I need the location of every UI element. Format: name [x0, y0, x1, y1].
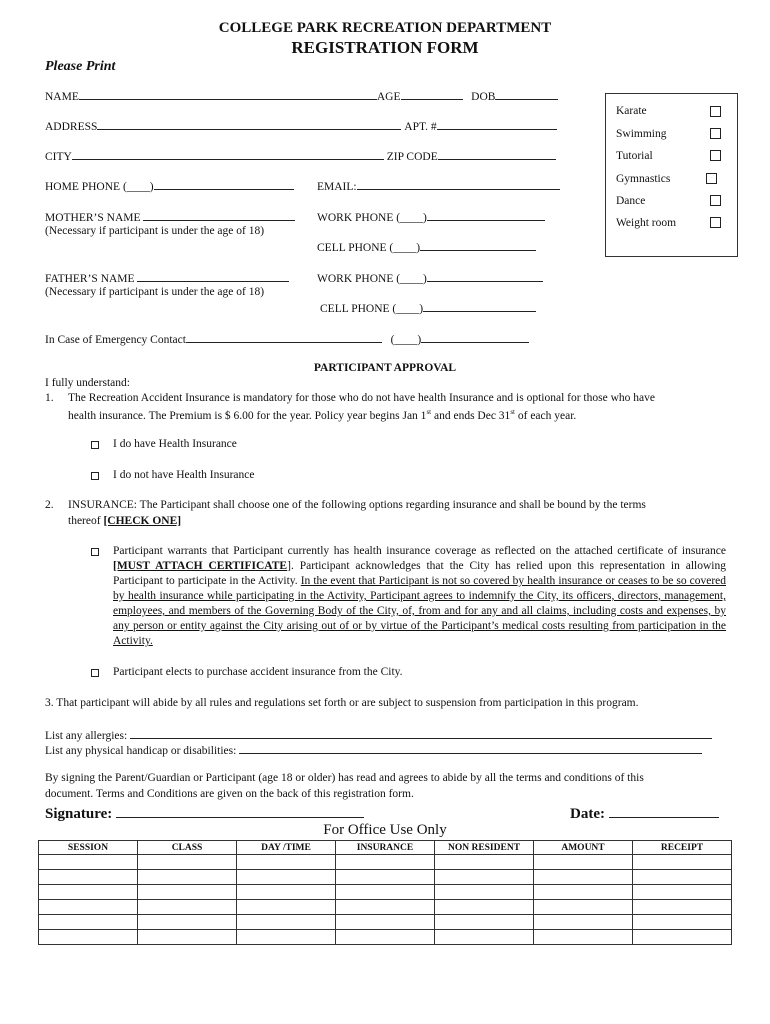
office-use-title: For Office Use Only [323, 822, 447, 838]
elect-checkbox[interactable] [91, 669, 99, 677]
activity-karate-checkbox[interactable] [710, 106, 721, 117]
father-work-phone-field[interactable] [427, 270, 543, 282]
col-amount: AMOUNT [534, 841, 633, 855]
allergies-row [45, 727, 712, 742]
date-field[interactable] [609, 803, 719, 818]
emergency-phone-field[interactable] [421, 331, 529, 343]
item1-sup2: st [510, 408, 515, 416]
mother-work-phone-row [317, 209, 545, 224]
item2-thereof: thereof [68, 515, 104, 527]
activity-dance-label: Dance [616, 195, 646, 207]
signature-label: Signature: [45, 806, 113, 822]
table-row [39, 930, 732, 945]
name-label: NAME [45, 91, 79, 103]
department-title: COLLEGE PARK RECREATION DEPARTMENT [218, 20, 552, 36]
mother-name-label: MOTHER’S NAME [45, 212, 141, 224]
item1-line1: The Recreation Accident Insurance is mandatory for those who do not have health Insurance and is optional for those who have [68, 392, 655, 404]
signature-field[interactable] [116, 803, 364, 818]
father-name-row [45, 270, 289, 285]
zip-label: ZIP CODE [386, 151, 438, 163]
allergies-label: List any allergies: [45, 730, 128, 742]
warrant-attach: [MUST ATTACH CERTIFICATE [113, 560, 288, 572]
father-cell-phone-label: CELL PHONE (____) [320, 303, 424, 315]
emergency-phone-label: (____) [390, 334, 422, 346]
warrant-paragraph [113, 544, 726, 649]
activity-gymnastics-label: Gymnastics [616, 173, 671, 185]
email-label: EMAIL: [317, 181, 357, 193]
dob-label: DOB [471, 91, 496, 103]
activity-panel [605, 93, 738, 257]
city-row [45, 148, 556, 163]
address-label: ADDRESS [45, 121, 98, 133]
mother-cell-phone-field[interactable] [420, 239, 536, 251]
mother-note: (Necessary if participant is under the age of 18) [45, 225, 265, 237]
warrant-text-1: Participant warrants that Participant currently has health insurance coverage as reflected on the attached certificate of insurance [113, 545, 726, 557]
activity-tutorial-label: Tutorial [616, 150, 653, 162]
item2-check-one: [CHECK ONE] [103, 515, 182, 527]
city-label: CITY [45, 151, 72, 163]
home-phone-row [45, 178, 294, 193]
office-use-table [38, 840, 732, 945]
table-row [39, 915, 732, 930]
mother-name-field[interactable] [143, 209, 295, 221]
emergency-row [45, 331, 529, 346]
form-title: REGISTRATION FORM [291, 38, 479, 57]
father-work-phone-row [317, 270, 543, 285]
item2-number: 2. [45, 499, 54, 511]
home-phone-label: HOME PHONE (____) [45, 181, 154, 193]
item2-line1: INSURANCE: The Participant shall choose one of the following options regarding insurance and shall be bound by the terms [68, 499, 646, 511]
col-receipt: RECEIPT [633, 841, 732, 855]
signing-line1: By signing the Parent/Guardian or Participant (age 18 or older) has read and agrees to abide by all the terms and conditions of this [45, 772, 644, 784]
mother-cell-phone-row [317, 239, 536, 254]
warrant-indemnify: In the event that Participant is not so covered by health insurance or ceases to be so covered by health insurance while participating in the Activity, Participant agrees to indemnify the City, its officers, directors, management, employees, and members of the Governing Body of the City, of, from and for any and all claims, including costs and expenses, by any person or entity against the City arising out of or by virtue of the Participant’s medical costs resulting from participation in the Activity. [113, 575, 727, 647]
apt-label: APT. # [404, 121, 437, 133]
email-row [317, 178, 560, 193]
please-print-note: Please Print [45, 59, 116, 74]
dob-field[interactable] [495, 88, 558, 100]
item1-line2 [68, 408, 576, 422]
activity-weight-room-checkbox[interactable] [710, 217, 721, 228]
item1-text-c: of each year. [514, 409, 577, 422]
handicap-field[interactable] [239, 742, 702, 754]
item1-number: 1. [45, 392, 54, 404]
activity-dance-checkbox[interactable] [710, 195, 721, 206]
father-cell-phone-row [320, 300, 536, 315]
emergency-field[interactable] [186, 331, 382, 343]
signature-row [45, 803, 364, 823]
item1-sup1: st [426, 408, 432, 416]
email-field[interactable] [357, 178, 560, 190]
no-insurance-checkbox[interactable] [91, 472, 99, 480]
activity-gymnastics-checkbox[interactable] [706, 173, 717, 184]
elect-label: Participant elects to purchase accident insurance from the City. [113, 666, 403, 678]
father-note: (Necessary if participant is under the age of 18) [45, 286, 265, 298]
signing-line2: document. Terms and Conditions are given on the back of this registration form. [45, 788, 414, 800]
approval-heading: PARTICIPANT APPROVAL [313, 362, 457, 374]
apt-field[interactable] [437, 118, 557, 130]
address-row [45, 118, 557, 133]
col-insurance: INSURANCE [336, 841, 435, 855]
activity-swimming-checkbox[interactable] [710, 128, 721, 139]
activity-weight-room-label: Weight room [616, 217, 677, 229]
office-header-row [39, 841, 732, 855]
mother-work-phone-label: WORK PHONE (____) [317, 212, 427, 224]
item1-text-a: health insurance. The Premium is $ 6.00 for the year. Policy year begins Jan 1 [68, 409, 427, 422]
home-phone-field[interactable] [154, 178, 294, 190]
allergies-field[interactable] [130, 727, 712, 739]
zip-field[interactable] [438, 148, 556, 160]
activity-tutorial-checkbox[interactable] [710, 150, 721, 161]
have-insurance-label: I do have Health Insurance [113, 438, 237, 450]
table-row [39, 870, 732, 885]
no-insurance-label: I do not have Health Insurance [113, 469, 255, 481]
address-field[interactable] [97, 118, 401, 130]
col-class: CLASS [138, 841, 237, 855]
activity-karate-label: Karate [616, 105, 647, 117]
col-day-time: DAY /TIME [237, 841, 336, 855]
mother-work-phone-field[interactable] [427, 209, 545, 221]
table-row [39, 900, 732, 915]
table-row [39, 885, 732, 900]
approval-intro: I fully understand: [45, 377, 130, 389]
item3-text: 3. That participant will abide by all rules and regulations set forth or are subject to suspension from participation in this program. [45, 697, 639, 709]
name-field[interactable] [79, 88, 377, 100]
item2-line2 [68, 515, 181, 527]
activity-swimming-label: Swimming [616, 128, 667, 140]
age-label: AGE [376, 91, 401, 103]
warrant-checkbox[interactable] [91, 548, 99, 556]
mother-name-row [45, 209, 295, 224]
date-row [570, 803, 719, 823]
handicap-label: List any physical handicap or disabilities: [45, 745, 237, 757]
handicap-row [45, 742, 702, 757]
have-insurance-checkbox[interactable] [91, 441, 99, 449]
table-row [39, 855, 732, 870]
item1-text-b: and ends Dec 31 [431, 409, 511, 422]
emergency-label: In Case of Emergency Contact [45, 334, 186, 346]
father-work-phone-label: WORK PHONE (____) [317, 273, 427, 285]
col-non-resident: NON RESIDENT [435, 841, 534, 855]
city-field[interactable] [72, 148, 384, 160]
age-field[interactable] [401, 88, 463, 100]
father-name-label: FATHER’S NAME [45, 273, 135, 285]
father-cell-phone-field[interactable] [423, 300, 536, 312]
mother-cell-phone-label: CELL PHONE (____) [317, 242, 421, 254]
warrant-text-2: ]. Participant acknowledges that the City has relied upon this representation in allowing Participant to participate in the Activity. [113, 560, 726, 587]
father-name-field[interactable] [137, 270, 289, 282]
col-session: SESSION [39, 841, 138, 855]
name-row [45, 88, 558, 103]
date-label: Date: [570, 806, 605, 822]
